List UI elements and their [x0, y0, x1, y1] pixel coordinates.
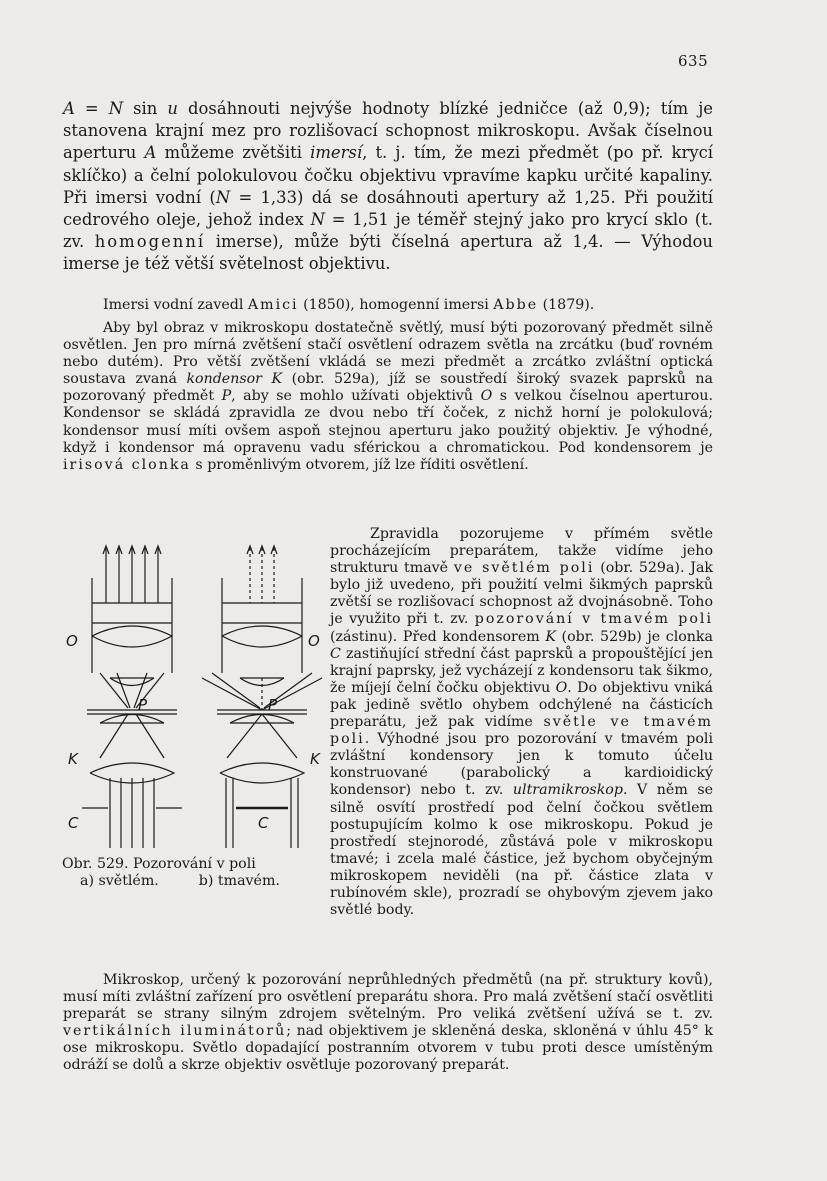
figure-529-diagram: [62, 528, 324, 858]
label-condenser-b: K: [310, 750, 320, 768]
label-condenser-a: K: [68, 750, 78, 768]
label-stop-b: C: [258, 814, 269, 832]
label-specimen-a: P: [138, 696, 148, 714]
label-stop-a: C: [68, 814, 79, 832]
paragraph-history: Imersi vodní zavedl Amici (1850), homogenní imersi Abbe (1879).: [103, 297, 595, 313]
caption-a: a) světlém.: [80, 873, 159, 890]
panel-a: [82, 546, 182, 848]
paragraph-illumination: Aby byl obraz v mikroskopu dostatečně světlý, musí býti pozorovaný předmět silně osvětlen. Jen pro mírná zvětšení stačí osvětlení odrazem světla na zrcátku (buď rovném nebo dutém). Pro větší zvětšení vkládá se mezi předmět a zrcátko zvláštní optická soustava zvaná kondensor K (obr. 529a), jíž se soustředí široký svazek paprsků na pozorovaný předmět P, aby se mohlo užívati objektivů O s velkou číselnou aperturou. Kondensor se skládá zpravidla ze dvou nebo tří čoček, z nichž horní je polokulová; kondensor musí míti ovšem aspoň stejnou aperturu jako použitý objektiv. Je výhodné, když i kondensor má opravenu vadu sférickou a chromatickou. Pod kondensorem je irisová clonka s proměnlivým otvorem, jíž lze říditi osvětlení.: [63, 320, 713, 473]
caption-b: b) tmavém.: [198, 873, 280, 890]
paragraph-dark-field: Zpravidla pozorujeme v přímém světle procházejícím preparátem, takže vidíme jeho strukturu tmavě ve světlém poli (obr. 529a). Jak bylo již uvedeno, při použití velmi šikmých paprsků zvětší se rozlišovací schopnost až dvojnásobně. Toho je využito při t. zv. pozorování v tmavém poli (zástinu). Před kondensorem K (obr. 529b) je clonka C zastiňující střední část paprsků a propouštějící jen krajní paprsky, jež vycházejí z kondensoru tak šikmo, že míjejí čelní čočku objektivu O. Do objektivu vniká pak jedině světlo ohybem odchýlené na částicích preparátu, jež pak vidíme světle ve tmavém poli. Výhodné jsou pro pozorování v tmavém poli zvláštní kondensory jen k tomuto účelu konstruované (parabolický a kardioidický kondensor) nebo t. zv. ultramikroskop. V něm se silně osvítí prostředí pod čelní čočkou světlem postupujícím kolmo k ose mikroskopu. Pokud je prostředí stejnorodé, zůstává pole v mikroskopu tmavé; i zcela malé částice, jež bychom obyčejným mikroskopem neviděli (na př. částice zlata v rubínovém skle), prozradí se ohybovým zjevem jako světlé body.: [330, 526, 714, 919]
paragraph-aperture-immersion: A = N sin u dosáhnouti nejvýše hodnoty blízké jedničce (až 0,9); tím je stanovena krajní mez pro rozlišovací schopnost mikroskopu. Avšak číselnou aperturu A můžeme zvětšiti imersí, t. j. tím, že mezi předmět (po př. krycí sklíčko) a čelní polokulovou čočku objektivu vpravíme kapku určité kapaliny. Při imersi vodní (N = 1,33) dá se dosáhnouti apertury až 1,25. Při použití cedrového oleje, jehož index N = 1,51 je téměř stejný jako pro krycí sklo (t. zv. homogenní imerse), může býti číselná apertura až 1,4. — Výhodou imerse je též větší světelnost objektivu.: [63, 99, 714, 274]
figure-caption: [62, 856, 324, 890]
caption-line-1: Obr. 529. Pozorování v poli: [62, 856, 256, 872]
label-specimen-b: P: [268, 696, 278, 714]
label-objective-b: O: [308, 632, 320, 650]
figure-529: [62, 528, 324, 858]
paragraph-opaque-objects: Mikroskop, určený k pozorování neprůhledných předmětů (na př. struktury kovů), musí míti zvláštní zařízení pro osvětlení preparátu shora. Pro malá zvětšení stačí osvětliti preparát se strany silným zdrojem světelným. Pro veliká zvětšení užívá se t. zv. vertikálních iluminátorů; nad objektivem je skleněná deska, skloněná v úhlu 45° k ose mikroskopu. Světlo dopadající postranním otvorem v tubu proti desce umístěným odráží se dolů a skrze objektiv osvětluje pozorovaný preparát.: [63, 972, 713, 1074]
page-number: 635: [678, 52, 709, 70]
label-objective-a: O: [66, 632, 78, 650]
